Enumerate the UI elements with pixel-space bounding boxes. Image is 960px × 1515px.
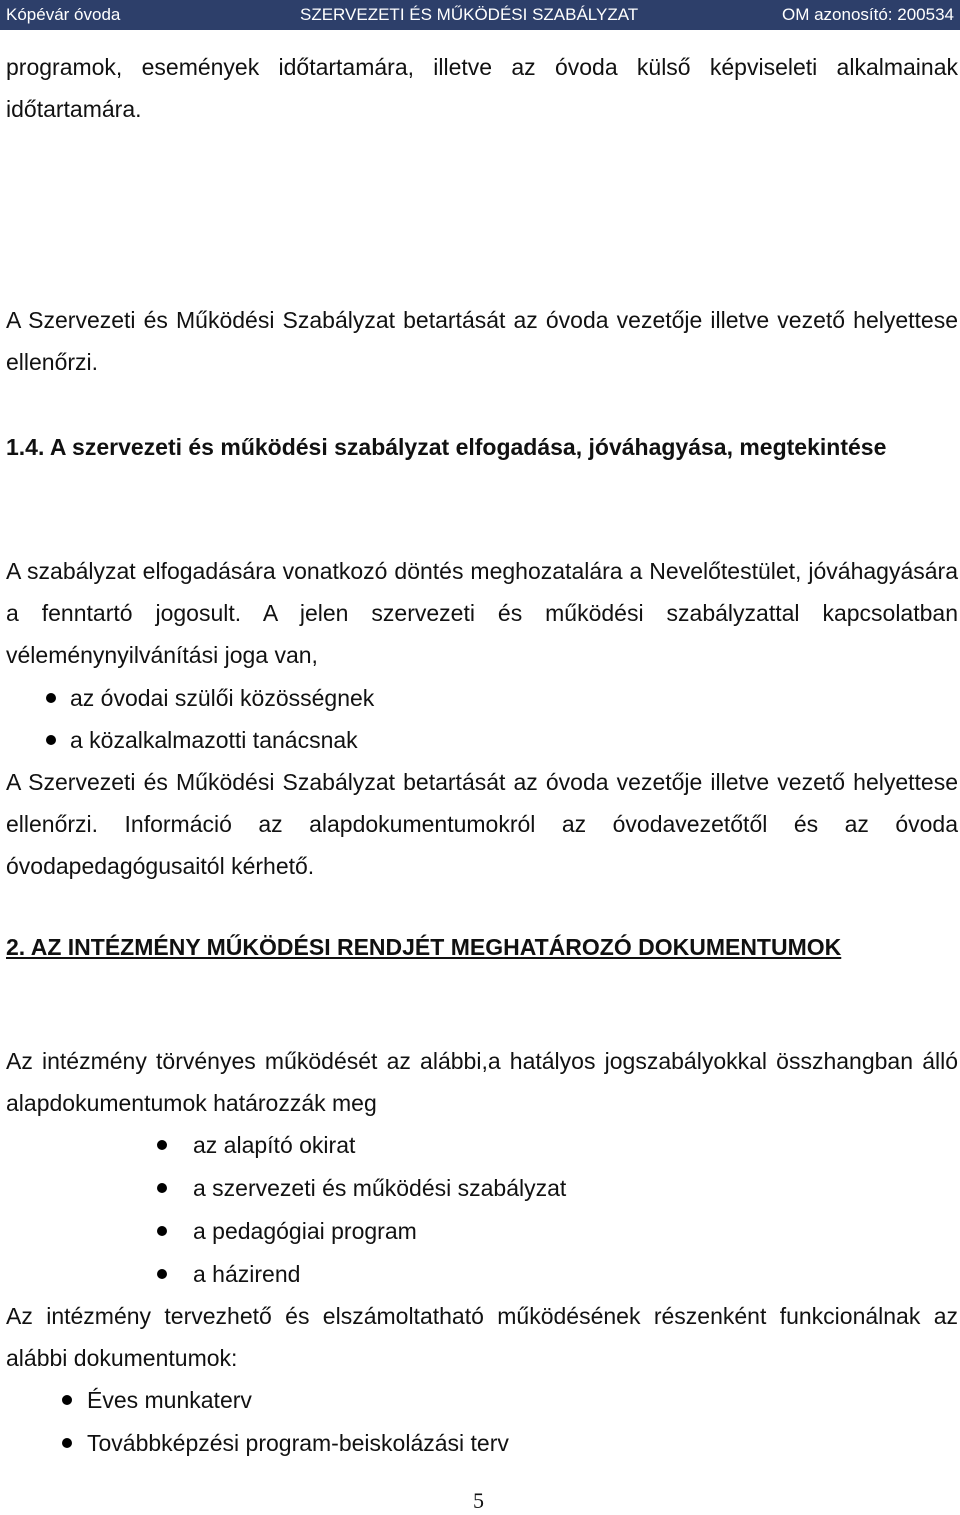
paragraph-legal-documents: Az intézmény törvényes működését az alábbi,a hatályos jogszabályokkal összhangban álló alapdokumentumok határozzák meg	[6, 1048, 958, 1116]
paragraph-information: A Szervezeti és Működési Szabályzat betartását az óvoda vezetője illetve vezető helyettese ellenőrzi. Információ az alapdokumentumokról az óvodavezetőtől és az óvoda óvodapedagógusaitól kérhető.	[6, 769, 958, 879]
list-item-label: az alapító okirat	[193, 1132, 356, 1158]
list-item	[87, 1379, 252, 1421]
list-item	[193, 1210, 417, 1252]
list-item	[87, 1422, 509, 1464]
header-om-id: OM azonosító: 200534	[781, 5, 954, 24]
bullet-icon	[157, 1226, 167, 1236]
paragraph-compliance: A Szervezeti és Működési Szabályzat betartását az óvoda vezetője illetve vezető helyettese ellenőrzi.	[6, 307, 958, 375]
paragraph-functional-documents: Az intézmény tervezhető és elszámoltatható működésének részenként funkcionálnak az alábbi dokumentumok:	[6, 1303, 958, 1371]
bullet-icon	[62, 1438, 72, 1448]
list-item	[193, 1124, 355, 1166]
list-item-label: a pedagógiai program	[193, 1218, 417, 1244]
paragraph-programs: programok, események időtartamára, illetve az óvoda külső képviseleti alkalmainak időtartamára.	[6, 54, 958, 122]
list-item-label: a szervezeti és működési szabályzat	[193, 1175, 567, 1201]
list-item-label: az óvodai szülői közösségnek	[70, 685, 375, 711]
bullet-icon	[46, 693, 56, 703]
list-item-label: a közalkalmazotti tanácsnak	[70, 727, 358, 753]
document-header	[0, 0, 960, 30]
list-item	[193, 1167, 566, 1209]
bullet-icon	[157, 1269, 167, 1279]
bullet-icon	[157, 1140, 167, 1150]
list-item-label: Továbbképzési program-beiskolázási terv	[87, 1430, 509, 1456]
section-2-heading: 2. AZ INTÉZMÉNY MŰKÖDÉSI RENDJÉT MEGHATÁROZÓ DOKUMENTUMOK	[6, 934, 842, 960]
header-document-title: SZERVEZETI ÉS MŰKÖDÉSI SZABÁLYZAT	[300, 5, 639, 24]
list-item	[70, 677, 374, 719]
list-item-label: Éves munkaterv	[87, 1387, 252, 1413]
header-school-name: Kópévár óvoda	[6, 5, 121, 24]
list-item-label: a házirend	[193, 1261, 301, 1287]
bullet-icon	[157, 1183, 167, 1193]
bullet-icon	[46, 735, 56, 745]
page-number: 5	[473, 1488, 484, 1513]
list-item	[70, 719, 358, 761]
paragraph-approval: A szabályzat elfogadására vonatkozó döntés meghozatalára a Nevelőtestület, jóváhagyására a fenntartó jogosult. A jelen szervezeti és működési szabályzattal kapcsolatban véleménynyilvánítási joga van,	[6, 558, 958, 668]
section-1-4-heading: 1.4. A szervezeti és működési szabályzat elfogadása, jóváhagyása, megtekintése	[6, 434, 887, 460]
list-item	[193, 1253, 300, 1295]
bullet-icon	[62, 1395, 72, 1405]
